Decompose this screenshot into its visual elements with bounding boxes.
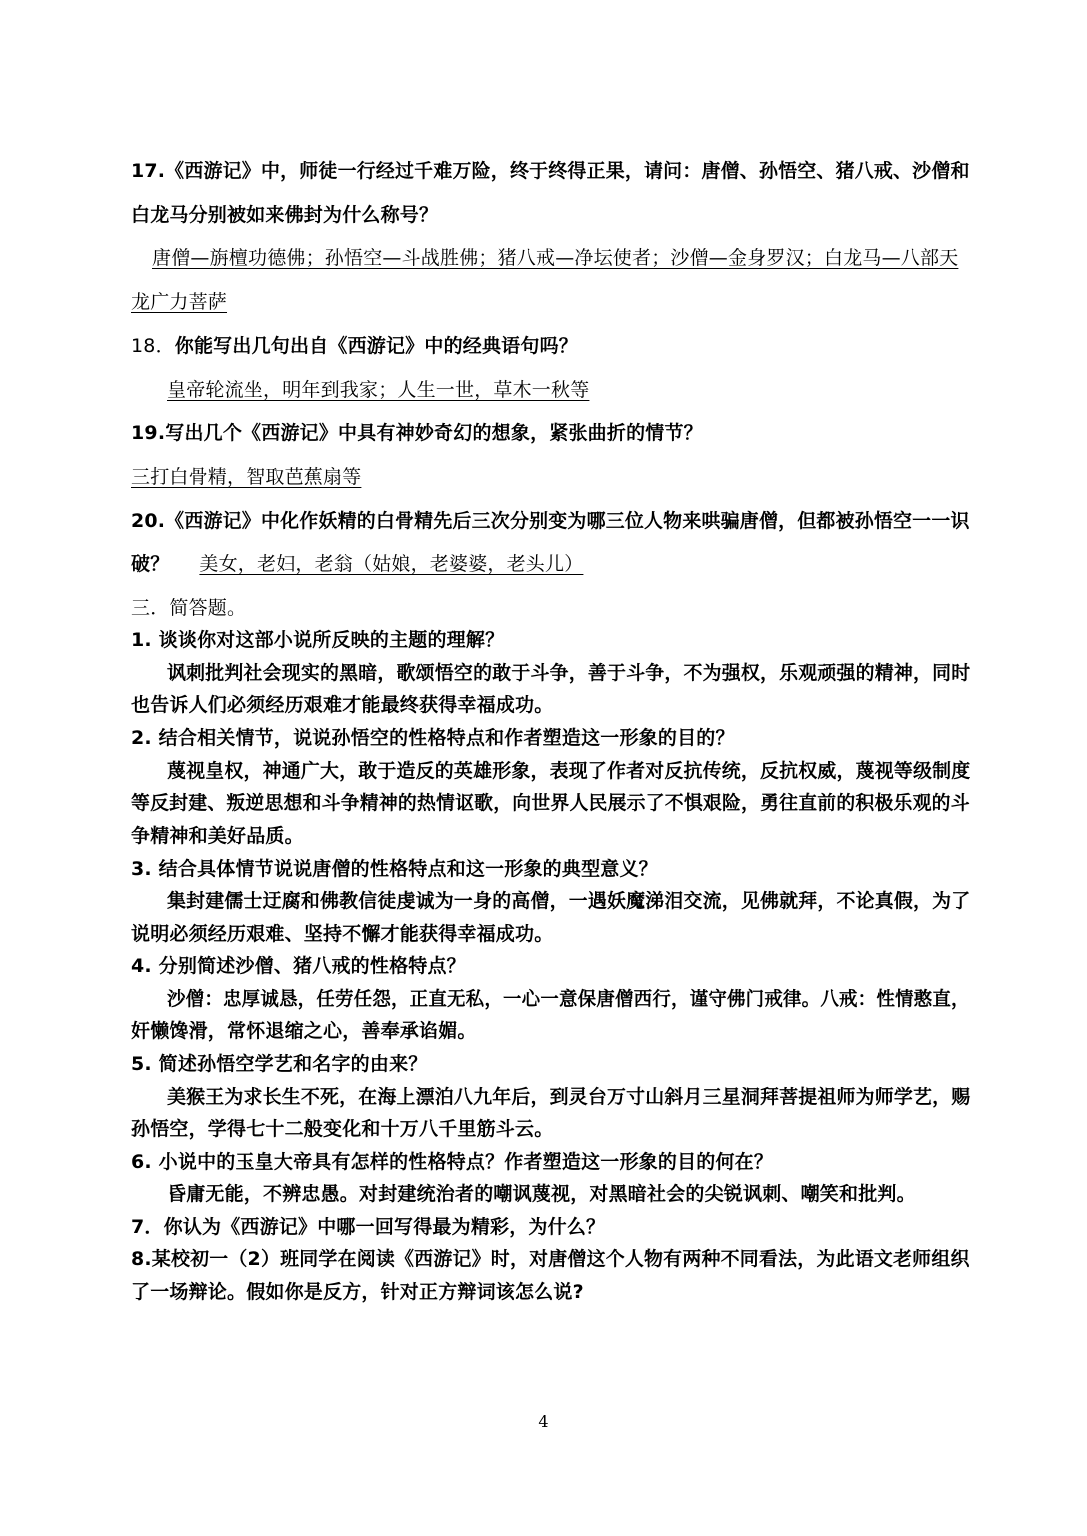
section-title: 三．简答题。	[131, 597, 247, 619]
sq4-question-line	[131, 954, 466, 978]
q19-answer: 三打白骨精，智取芭蕉扇等	[131, 466, 362, 488]
sq3-question: 结合具体情节说说唐僧的性格特点和这一形象的典型意义？	[158, 858, 658, 880]
sq5-question-line	[131, 1052, 427, 1076]
sq3-answer-1: 集封建儒士迂腐和佛教信徒虔诚为一身的高僧，一遇妖魔涕泪交流，见佛就拜，不论真假，为了	[167, 890, 971, 912]
sq5-answer-2: 孙悟空，学得七十二般变化和十万八千里筋斗云。	[131, 1118, 554, 1140]
q17-number: 17	[131, 160, 158, 182]
q18-text: 你能写出几句出自《西游记》中的经典语句吗？	[174, 335, 578, 357]
q18-number: 18	[131, 335, 156, 357]
q17-text-1: .《西游记》中，师徒一行经过千难万险，终于终得正果，请问：唐僧、孙悟空、猪八戒、沙僧和	[157, 160, 970, 182]
sq2-answer-2: 等反封建、叛逆思想和斗争精神的热情讴歌，向世界人民展示了不惧艰险，勇往直前的积极乐观的斗	[131, 792, 970, 814]
sq4-answer-2: 奸懒馋滑，常怀退缩之心，善奉承谄媚。	[131, 1020, 477, 1042]
sq7-question-line	[131, 1215, 605, 1239]
sq5-answer-1: 美猴王为求长生不死，在海上漂泊八九年后，到灵台万寸山斜月三星洞拜菩提祖师为师学艺，赐	[167, 1086, 971, 1108]
sq6-question: 小说中的玉皇大帝具有怎样的性格特点？作者塑造这一形象的目的何在？	[158, 1151, 774, 1173]
sq6-answer-1: 昏庸无能，不辨忠愚。对封建统治者的嘲讽蔑视，对黑暗社会的尖锐讽刺、嘲笑和批判。	[167, 1183, 916, 1205]
page-number: 4	[538, 1412, 549, 1431]
sq4-question: 分别简述沙僧、猪八戒的性格特点？	[158, 955, 466, 977]
sq2-answer-1: 蔑视皇权，神通广大，敢于造反的英雄形象，表现了作者对反抗传统，反抗权威，蔑视等级制度	[167, 760, 971, 782]
sq8-question-1: .某校初一（2）班同学在阅读《西游记》时，对唐僧这个人物有两种不同看法，为此语文老师组织	[144, 1248, 970, 1270]
q18-line: 18．你能写出几句出自《西游记》中的经典语句吗？	[131, 335, 578, 357]
sq3-number: 3.	[131, 858, 152, 880]
sq7-question: ．你认为《西游记》中哪一回写得最为精彩，为什么？	[144, 1216, 606, 1238]
sq7-number: 7	[131, 1216, 145, 1238]
q20-answer: 美女，老妇，老翁（姑娘，老婆婆，老头儿）	[199, 553, 584, 575]
sq1-number: 1.	[131, 629, 152, 651]
sq3-question-line	[131, 857, 658, 881]
sq5-number: 5.	[131, 1053, 152, 1075]
q20-text-1: .《西游记》中化作妖精的白骨精先后三次分别变为哪三位人物来哄骗唐僧，但都被孙悟空一一识	[157, 510, 970, 532]
sq4-answer-1: 沙僧：忠厚诚恳，任劳任怨，正直无私，一心一意保唐僧西行，谨守佛门戒律。八戒：性情憨直，	[167, 988, 970, 1010]
sq6-question-line	[131, 1150, 773, 1174]
sq8-number: 8	[131, 1248, 145, 1270]
sq1-answer-1: 讽刺批判社会现实的黑暗，歌颂悟空的敢于斗争，善于斗争，不为强权，乐观顽强的精神，同时	[167, 662, 971, 684]
q17-text-2: 白龙马分别被如来佛封为什么称号？	[131, 204, 439, 226]
sq1-question-line	[131, 628, 504, 652]
q20-text-2: 破？	[131, 553, 170, 575]
sq2-question-line	[131, 726, 735, 750]
sq1-question: 谈谈你对这部小说所反映的主题的理解？	[158, 629, 505, 651]
sq6-number: 6.	[131, 1151, 152, 1173]
sq1-answer-2: 也告诉人们必须经历艰难才能最终获得幸福成功。	[131, 694, 554, 716]
q20-number: 20	[131, 510, 158, 532]
q17-answer-2: 龙广力菩萨	[131, 291, 228, 313]
q19-text: .写出几个《西游记》中具有神妙奇幻的想象，紧张曲折的情节？	[157, 422, 703, 444]
sq8-question-2: 了一场辩论。假如你是反方，针对正方辩词该怎么说?	[131, 1281, 584, 1303]
q17-answer-1: 唐僧—旃檀功德佛；孙悟空—斗战胜佛；猪八戒—净坛使者；沙僧—金身罗汉；白龙马—八部天	[152, 247, 959, 269]
sq8-question-line1	[131, 1247, 970, 1271]
sq3-answer-2: 说明必须经历艰难、坚持不懈才能获得幸福成功。	[131, 923, 554, 945]
sq2-number: 2.	[131, 727, 152, 749]
q19-number: 19	[131, 422, 158, 444]
sq2-answer-3: 争精神和美好品质。	[131, 825, 304, 847]
q18-answer: 皇帝轮流坐，明年到我家；人生一世，草木一秋等	[167, 379, 590, 401]
q20-line2	[131, 552, 583, 576]
q19-line	[131, 421, 703, 445]
q20-line1	[131, 509, 970, 533]
sq5-question: 简述孙悟空学艺和名字的由来？	[158, 1053, 428, 1075]
sq4-number: 4.	[131, 955, 152, 977]
q17-line1	[131, 159, 970, 183]
sq2-question: 结合相关情节，说说孙悟空的性格特点和作者塑造这一形象的目的？	[158, 727, 735, 749]
